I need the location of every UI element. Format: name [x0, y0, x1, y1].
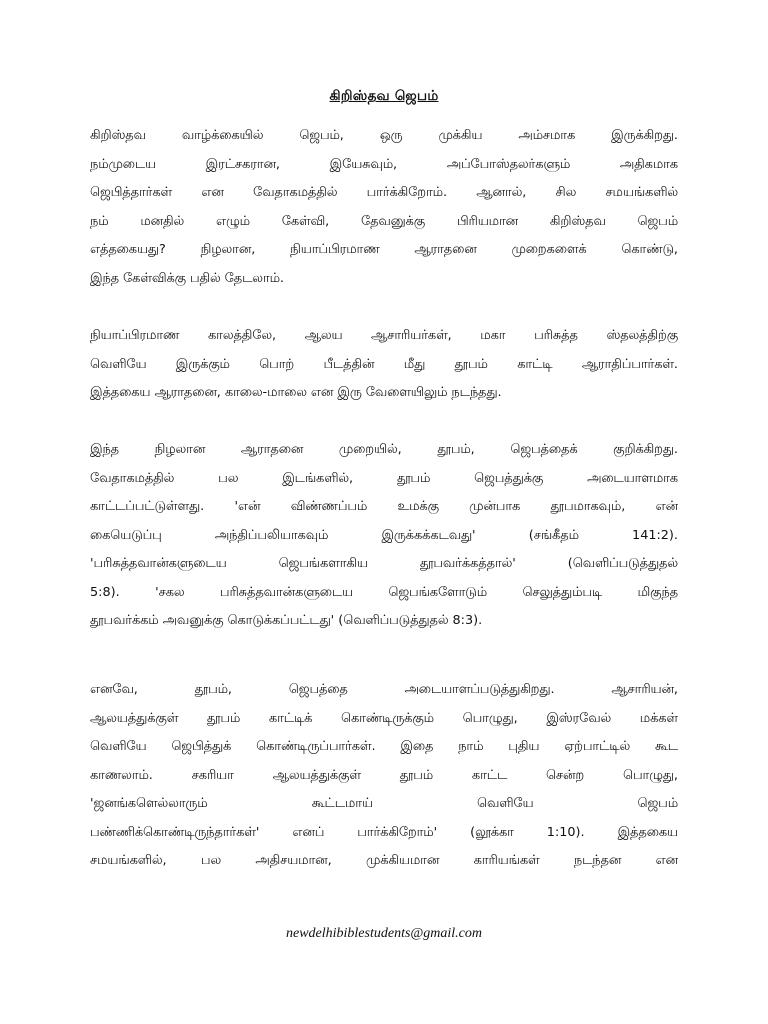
- text-line: இந்த கேள்விக்கு பதில் தேடலாம்.: [90, 270, 284, 286]
- text-line: இத்தகைய ஆராதனை, காலை-மாலை என இரு வேளையிலும் நடந்தது.: [90, 385, 502, 400]
- text-line: காட்டப்பட்டுள்ளது. 'என் விண்ணப்பம் உமக்கு முன்பாக தூபமாகவும், என்: [90, 499, 678, 514]
- paragraph-3: [90, 436, 678, 636]
- text-line: கிறிஸ்தவ வாழ்க்கையில் ஜெபம், ஒரு முக்கிய அம்சமாக இருக்கிறது.: [90, 128, 678, 143]
- text-line: ஜெபித்தார்கள் என வேதாகமத்தில் பார்க்கிறோம். ஆனால், சில சமயங்களில்: [90, 185, 678, 200]
- text-line: காணலாம். சகரியா ஆலயத்துக்குள் தூபம் காட்ட சென்ற பொழுது,: [90, 767, 678, 783]
- text-line: இந்த நிழலான ஆராதனை முறையில், தூபம், ஜெபத்தைக் குறிக்கிறது.: [90, 442, 678, 457]
- text-line: எனவே, தூபம், ஜெபத்தை அடையாளப்படுத்துகிறது. ஆசாரியன்,: [90, 682, 678, 697]
- text-line: 'ஜனங்களெல்லாரும் கூட்டமாய் வெளியே ஜெபம்: [90, 796, 678, 811]
- text-line: எத்தகையது? நிழலான, நியாப்பிரமாண ஆராதனை முறைகளைக் கொண்டு,: [90, 242, 678, 257]
- footer-email: newdelhibiblestudents@gmail.com: [285, 926, 483, 941]
- paragraph-2: [90, 322, 678, 408]
- text-line: சமயங்களில், பல அதிசயமான, முக்கியமான காரியங்கள் நடந்தன என: [90, 853, 678, 868]
- text-line: வேதாகமத்தில் பல இடங்களில், தூபம் ஜெபத்துக்கு அடையாளமாக: [90, 470, 678, 486]
- text-line: வெளியே ஜெபித்துக் கொண்டிருப்பார்கள். இதை நாம் புதிய ஏற்பாட்டில் கூட: [90, 739, 678, 754]
- text-line: 5:8). 'சகல பரிசுத்தவான்களுடைய ஜெபங்களோடும் செலுத்தும்படி மிகுந்த: [90, 584, 678, 600]
- text-line: நியாப்பிரமாண காலத்திலே, ஆலய ஆசாரியர்கள், மகா பரிசுத்த ஸ்தலத்திற்கு: [90, 328, 678, 343]
- text-line: ஆலயத்துக்குள் தூபம் காட்டிக் கொண்டிருக்கும் பொழுது, இஸ்ரவேல் மக்கள்: [90, 710, 678, 726]
- text-line: 'பரிசுத்தவான்களுடைய ஜெபங்களாகிய தூபவர்க்கத்தால்' (வெளிப்படுத்துதல்: [90, 556, 678, 571]
- paragraph-4: [90, 676, 678, 876]
- text-line: நம்முடைய இரட்சகரான, இயேசுவும், அப்போஸ்தலர்களும் அதிகமாக: [90, 156, 678, 172]
- text-line: நம் மனதில் எழும் கேள்வி, தேவனுக்கு பிரியமான கிறிஸ்தவ ஜெபம்: [90, 213, 678, 229]
- text-line: தூபவர்க்கம் அவனுக்கு கொடுக்கப்பட்டது' (வெளிப்படுத்துதல் 8:3).: [90, 613, 483, 628]
- text-line: வெளியே இருக்கும் பொற் பீடத்தின் மீது தூபம் காட்டி ஆராதிப்பார்கள்.: [90, 356, 678, 372]
- paragraph-1: [90, 122, 678, 293]
- text-line: கையெடுப்பு அந்திப்பலியாகவும் இருக்கக்கடவது' (சங்கீதம் 141:2).: [90, 527, 678, 543]
- text-line: பண்ணிக்கொண்டிருந்தார்கள்' எனப் பார்க்கிறோம்' (லூக்கா 1:10). இத்தகைய: [90, 824, 678, 840]
- page-title: கிறிஸ்தவ ஜெபம்: [329, 88, 439, 104]
